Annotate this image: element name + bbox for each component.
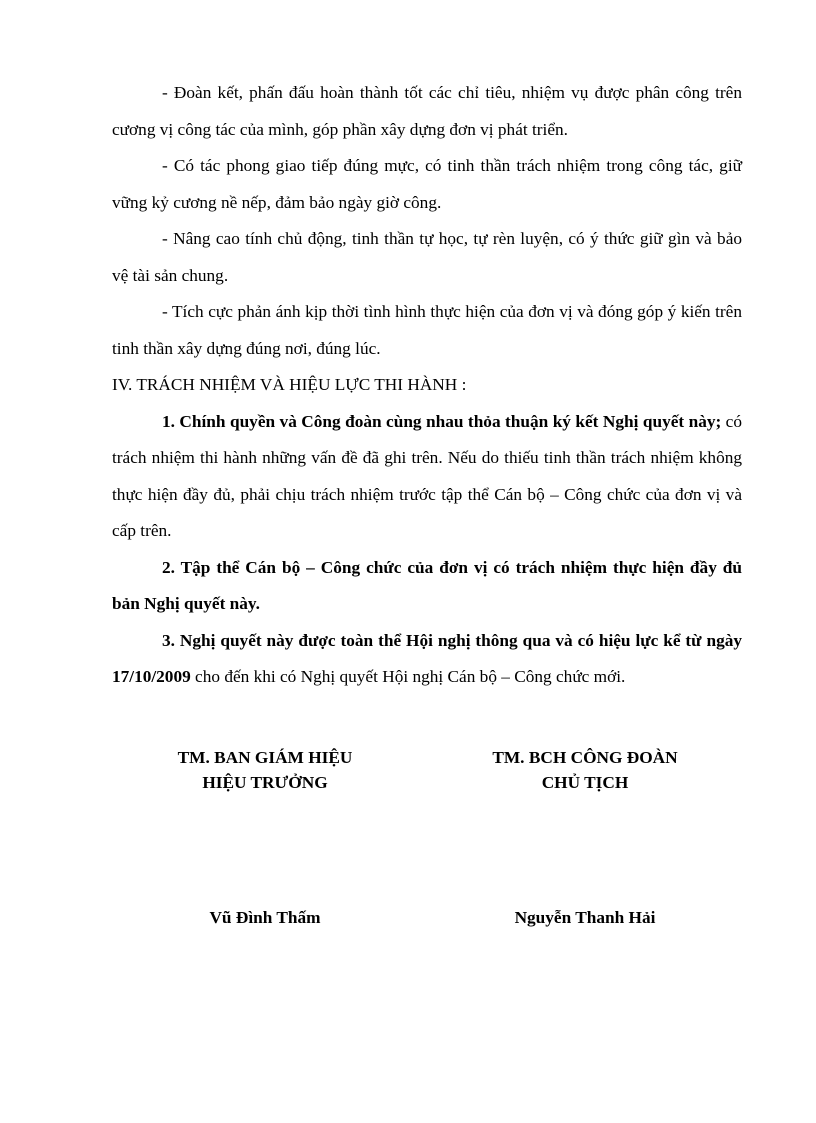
signature-left-role: HIỆU TRƯỞNG [202,773,328,792]
bullet-paragraph-self-study: - Nâng cao tính chủ động, tinh thần tự học, tự rèn luyện, có ý thức giữ gìn và bảo vệ tài sản chung. [112,229,742,285]
signature-right-role: CHỦ TỊCH [541,773,629,792]
signature-block [112,745,742,945]
item-2-paragraph [112,550,742,623]
item-1-text: có trách nhiệm thi hành những vấn đề đã ghi trên. Nếu do thiếu tinh thần trách nhiệm không thực hiện đầy đủ, phải chịu trách nhiệm trước tập thể Cán bộ – Công chức của đơn vị và cấp trên. [112,411,742,540]
signature-right-name: Nguyễn Thanh Hải [514,908,656,927]
item-3-paragraph [112,623,742,696]
document-body [112,75,742,696]
section-heading: IV. TRÁCH NHIỆM VÀ HIỆU LỰC THI HÀNH : [112,375,467,394]
item-2-bold-text: 2. Tập thể Cán bộ – Công chức của đơn vị có trách nhiệm thực hiện đầy đủ bản Nghị quyết này. [112,557,742,613]
item-1-paragraph [112,404,742,550]
signature-left [115,745,415,795]
bullet-paragraph-unity: - Đoàn kết, phấn đấu hoàn thành tốt các chỉ tiêu, nhiệm vụ được phân công trên cương vị công tác của mình, góp phần xây dựng đơn vị phát triển. [112,83,742,139]
bullet-paragraph-feedback: - Tích cực phản ánh kịp thời tình hình thực hiện của đơn vị và đóng góp ý kiến trên tinh thần xây dựng đúng nơi, đúng lúc. [112,302,742,358]
item-3-text: cho đến khi có Nghị quyết Hội nghị Cán bộ – Công chức mới. [190,667,626,686]
signature-left-title: TM. BAN GIÁM HIỆU [177,748,353,767]
bullet-paragraph-conduct: - Có tác phong giao tiếp đúng mực, có tinh thần trách nhiệm trong công tác, giữ vững kỷ cương nề nếp, đảm bảo ngày giờ công. [112,156,742,212]
signature-left-name: Vũ Đình Thấm [209,908,321,927]
item-1-bold-lead: 1. Chính quyền và Công đoàn cùng nhau thỏa thuận ký kết Nghị quyết này; [162,411,722,431]
signature-right [435,745,735,795]
item-3-bold-lead: 3. Nghị quyết này được toàn thể Hội nghị thông qua và có hiệu lực kể từ ngày 17/10/2009 [112,630,742,686]
signature-right-title: TM. BCH CÔNG ĐOÀN [492,748,678,767]
